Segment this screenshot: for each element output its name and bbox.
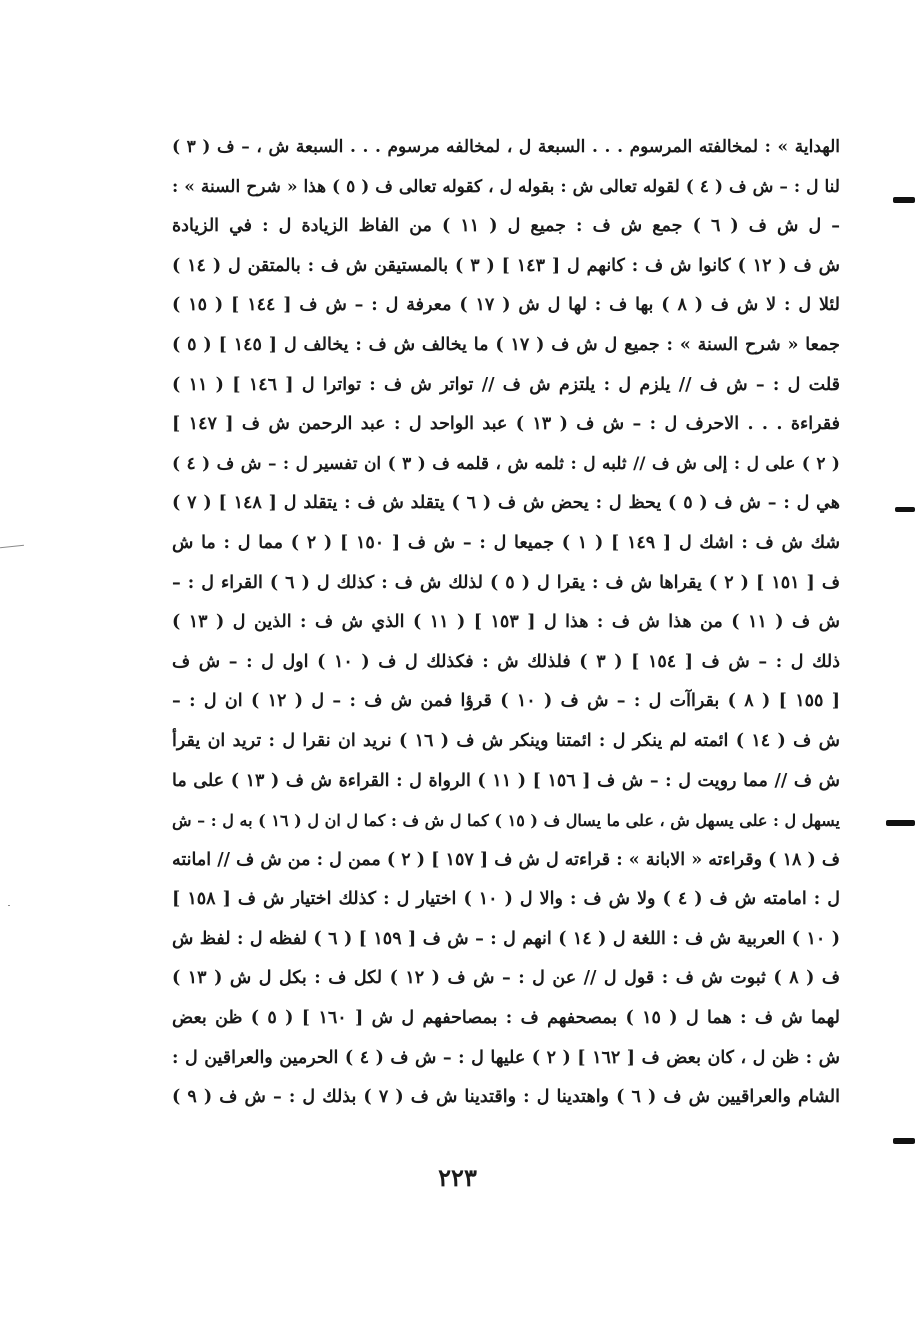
text-line: ش ف // مما رويت ل : – ش ف [ ١٥٦ ] ( ١١ ) الرواة ل : القراءة ش ف ( ١٣ ) على ما (172, 770, 840, 791)
text-line: ش : ظن ل ، كان بعض ف [ ١٦٢ ] ( ٢ ) عليها ل : – ش ف ( ٤ ) الحرمين والعراقين ل : (172, 1047, 840, 1068)
text-line: ( ٢ ) على ل : إلى ش ف // ثلبه ل : ثلمه ش ، قلمه ف ( ٣ ) ان تفسير ل : – ش ف ( ٤ ) (172, 453, 840, 474)
page-number: ٢٢٣ (438, 1163, 477, 1192)
text-line: الهداية » : لمخالفته المرسوم . . . السبعة ل ، لمخالفه مرسوم . . . السبعة ش ، – ف ( ٣ ) (172, 137, 840, 157)
binding-mark (895, 507, 915, 512)
text-line: ش ف ( ١٢ ) كانوا ش ف : كانهم ل [ ١٤٣ ] ( ٣ ) بالمستيقن ش ف : بالمتقن ل ( ١٤ ) (172, 255, 840, 276)
binding-mark (893, 1138, 915, 1144)
text-line: لئلا ل : لا ش ف ( ٨ ) بها ف : لها ل ش ( ١٧ ) معرفة ل : – ش ف [ ١٤٤ ] ( ١٥ ) (172, 295, 840, 316)
text-line: ف ( ١٨ ) وقراءته « الابانة » : قراءته ل ش ف [ ١٥٧ ] ( ٢ ) ممن ل : من ش ف // امانته (172, 849, 840, 870)
text-line: ف ( ٨ ) ثبوت ش ف : قول ل // عن ل : – ش ف ( ١٢ ) لكل ف : بكل ل ش ( ١٣ ) (172, 968, 840, 989)
binding-mark (886, 820, 915, 826)
text-line: ف [ ١٥١ ] ( ٢ ) يقراها ش ف : يقرا ل ( ٥ ) لذلك ش ف : كذلك ل ( ٦ ) القراء ل : – (172, 572, 840, 593)
text-line: جمعا « شرح السنة » : جميع ل ش ف ( ١٧ ) ما يخالف ش ف : يخالف ل [ ١٤٥ ] ( ٥ ) (172, 334, 840, 355)
text-line: – ل ش ف ( ٦ ) جمع ش ف : جميع ل ( ١١ ) من الفاظ الزيادة ل : في الزيادة (172, 216, 840, 237)
text-line: قلت ل : – ش ف // يلزم ل : يلتزم ش ف // تواتر ش ف : تواترا ل [ ١٤٦ ] ( ١١ ) (172, 374, 840, 395)
text-line: الشام والعراقيين ش ف ( ٦ ) واهتدينا ل : واقتدينا ش ف ( ٧ ) بذلك ل : – ش ف ( ٩ ) (172, 1087, 840, 1108)
text-line: شك ش ف : اشك ل [ ١٤٩ ] ( ١ ) جميعا ل : – ش ف [ ١٥٠ ] ( ٢ ) مما ل : ما ش (172, 532, 840, 553)
text-line: فقراءة . . . الاحرف ل : – ش ف ( ١٣ ) عبد الواحد ل : عبد الرحمن ش ف [ ١٤٧ ] (172, 414, 840, 435)
text-line: [ ١٥٥ ] ( ٨ ) بقراآت ل : – ش ف ( ١٠ ) قرؤا فمن ش ف : – ل ( ١٢ ) ان ل : – (172, 691, 840, 712)
text-line: لنا ل : – ش ف ( ٤ ) لقوله تعالى ش : بقوله ل ، كقوله تعالى ف ( ٥ ) هذا « شرح السنة » : (172, 176, 840, 197)
text-line: ل : امامته ش ف ( ٤ ) ولا ش ف : والا ل ( ١٠ ) اختيار ل : كذلك اختيار ش ف [ ١٥٨ ] (172, 889, 840, 910)
text-line: ش ف ( ١١ ) من هذا ش ف : هذا ل [ ١٥٣ ] ( ١١ ) الذي ش ف : الذين ل ( ١٣ ) (172, 612, 840, 633)
text-line: هي ل : – ش ف ( ٥ ) يحظ ل : يحض ش ف ( ٦ ) يتقلد ش ف : يتقلد ل [ ١٤٨ ] ( ٧ ) (172, 493, 840, 514)
text-line: ش ف ( ١٤ ) ائمته لم ينكر ل : ائمتنا وينكر ش ف ( ١٦ ) نريد ان نقرا ل : تريد ان يقرأ (172, 730, 840, 751)
scan-artifact (0, 545, 24, 549)
binding-mark (893, 197, 915, 203)
scan-artifact (8, 905, 10, 906)
text-line: ( ١٠ ) العربية ش ف : اللغة ل ( ١٤ ) انهم ل : – ش ف [ ١٥٩ ] ( ٦ ) لفظه ل : لفظ ش (172, 928, 840, 949)
text-line: ذلك ل : – ش ف [ ١٥٤ ] ( ٣ ) فلذلك ش : فكذلك ل ف ( ١٠ ) اول ل : – ش ف (172, 651, 840, 672)
footnotes-text-block (172, 128, 840, 1118)
text-line: يسهل ل : على يسهل ش ، على ما يسال ف ( ١٥ ) كما ل ش ف : كما ل ان ل ( ١٦ ) به ل : – ش (172, 811, 840, 831)
text-line: لهما ش ف : هما ل ( ١٥ ) بمصحفهم ف : بمصاحفهم ل ش [ ١٦٠ ] ( ٥ ) ظن بعض (172, 1008, 840, 1029)
